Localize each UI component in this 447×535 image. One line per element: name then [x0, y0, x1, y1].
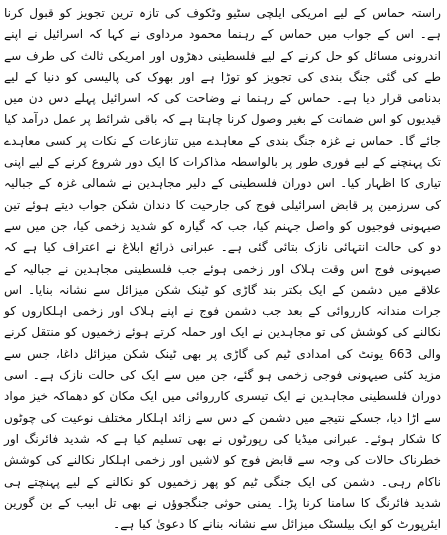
- article-paragraph: راستہ حماس کے لیے امریکی ایلچی سٹیو وٹکوف کی تازہ ترین تجویز کو قبول کرنا ہے۔ اس کے جواب میں حماس کے رہنما محمود مرداوی نے کہا کہ اسرائیل نے اپنے اندرونی مسائل کو حل کرنے کے لیے فلسطینی دھڑوں اور امریکی ثالث کی طرف سے طے کی گئی جنگ بندی کی تجویز کو توڑا ہے اور بھوک کی پالیسی کو دنیا کے لیے بدنامی قرار دیا ہے۔ حماس کے رہنما نے وضاحت کی کہ اسرائیل پہلے دس دن میں قیدیوں کو اس ضمانت کے بغیر وصول کرنا چاہتا ہے کہ باقی شرائط پر عمل درآمد کیا جائے گا۔ حماس نے غزہ جنگ بندی کے معاہدے میں تنازعات کے نکات پر کسی معاہدے تک پہنچنے کے لیے فوری طور پر بالواسطہ مذاکرات کا ایک دور شروع کرنے کے لیے اپنی تیاری کا اظہار کیا۔ اس دوران فلسطینی کے دلیر مجاہدین نے شمالی غزہ کے جبالیہ کی سرزمین پر قابض اسرائیلی فوج کی جارحیت کا دندان شکن جواب دیتے ہوئے تین صیہونی فوجیوں کو واصل جہنم کیا، جب کہ گیارہ کو شدید زخمی کیا، جن میں سے دو کی حالت انتہائی نازک بتائی گئی ہے۔ عبرانی ذرائع ابلاغ نے اعتراف کیا ہے کہ صیہونی فوج اس وقت ہلاک اور زخمی ہوئے جب فلسطینی مجاہدین نے جبالیہ کے علاقے میں دشمن کے ایک بکتر بند گاڑی کو ٹینک شکن میزائل سے نشانہ بنایا۔ اس جرات مندانہ کارروائی کے بعد جب دشمن فوج نے اپنے ہلاک اور زخمی اہلکاروں کو نکالنے کی کوشش کی تو مجاہدین نے ایک اور حملہ کرتے ہوئے زخمیوں کو منتقل کرنے والی 663 یونٹ کی امدادی ٹیم کی گاڑی پر بھی ٹینک شکن میزائل داغا، جس سے مزید کئی صیہونی فوجی زخمی ہو گئے، جن میں سے ایک کی حالت نازک ہے۔ اسی دوران فلسطینی مجاہدین نے ایک تیسری کارروائی میں ایک مکان کو دھماکہ خیز مواد سے اڑا دیا، جسکے نتیجے میں دشمن کے دس سے زائد اہلکار مختلف نوعیت کی چوٹوں کا شکار ہوئے۔ عبرانی میڈیا کی رپورٹوں نے بھی تسلیم کیا ہے کہ شدید فائرنگ اور خطرناک حالات کی وجہ سے قابض فوج کو لاشیں اور زخمی اہلکار نکالنے کی کوشش ناکام رہی۔ دشمن کی ایک جنگی ٹیم کو پھر زخمیوں کو نکالنے کے لیے پہنچتے ہی شدید فائرنگ کا سامنا کرنا پڑا۔ یمنی حوثی جنگجوؤں نے بھی تل ابیب کے بن گورین ایئرپورٹ کو ایک بیلسٹک میزائل سے نشانہ بنانے کا دعویٰ کیا ہے۔: [4, 6, 441, 532]
- article-body: [4, 3, 441, 535]
